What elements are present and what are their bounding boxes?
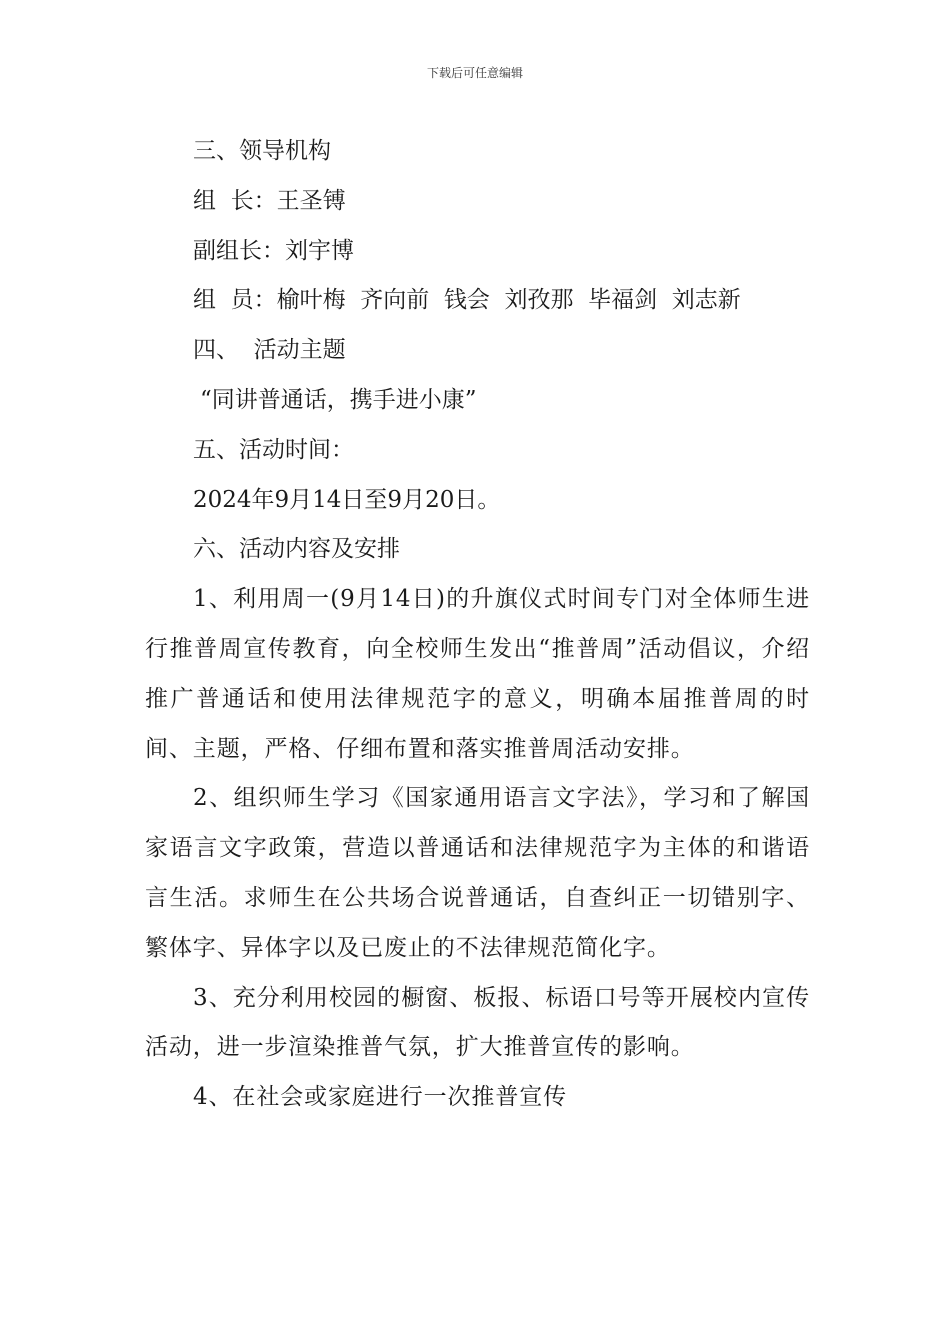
paragraph-1: 1、利用周一(9月14日)的升旗仪式时间专门对全体师生进行推普周宣传教育，向全校师生发出“推普周”活动倡议，介绍推广普通话和使用法律规范字的意义，明确本届推普周的时间、主题，严格、仔细布置和落实推普周活动安排。 (145, 586, 810, 762)
leader-line: 组 长：王圣镈 (193, 187, 346, 214)
document-body (145, 127, 810, 1123)
deputy-line: 副组长：刘宇博 (193, 237, 354, 264)
paragraph-2: 2、组织师生学习《国家通用语言文字法》，学习和了解国家语言文字政策，营造以普通话和法律规范字为主体的和谐语言生活。求师生在公共场合说普通话，自查纠正一切错别字、繁体字、异体字以及已废止的不法律规范简化字。 (145, 785, 810, 961)
time-line: 2024年9月14日至9月20日。 (193, 486, 501, 513)
section-6-title: 六、活动内容及安排 (193, 536, 400, 563)
section-4-title: 四、 活动主题 (193, 337, 346, 364)
paragraph-4: 4、在社会或家庭进行一次推普宣传 (193, 1084, 568, 1111)
section-5-title: 五、活动时间： (193, 436, 354, 463)
page-header: 下载后可任意编辑 (426, 66, 523, 80)
members-line: 组 员：榆叶梅 齐向前 钱会 刘孜那 毕福剑 刘志新 (193, 287, 741, 314)
theme-line: “同讲普通话，携手进小康” (200, 386, 477, 413)
paragraph-3: 3、充分利用校园的橱窗、板报、标语口号等开展校内宣传活动，进一步渲染推普气氛，扩大推普宣传的影响。 (145, 984, 810, 1061)
section-3-title: 三、领导机构 (193, 138, 331, 164)
